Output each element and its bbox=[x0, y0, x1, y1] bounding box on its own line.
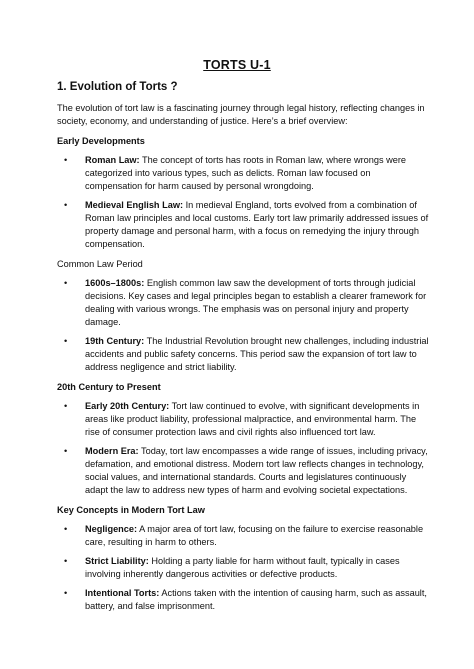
list-item-term: Negligence: bbox=[85, 524, 138, 534]
bullet-list-20th-century bbox=[57, 400, 429, 497]
list-item-text: Actions taken with the intention of causing harm, such as assault, battery, and false imprisonment. bbox=[85, 588, 427, 611]
list-item-text: The Industrial Revolution brought new challenges, including industrial accidents and public safety concerns. This period saw the expansion of tort law to address negligence and strict liability. bbox=[85, 336, 429, 372]
bullet-icon: • bbox=[64, 278, 68, 288]
bullet-list-key-concepts bbox=[57, 523, 429, 613]
intro-paragraph: The evolution of tort law is a fascinating journey through legal history, reflecting changes in society, economy, and understanding of justice. Here’s a brief overview: bbox=[57, 103, 425, 126]
section-heading: 1. Evolution of Torts ? bbox=[57, 81, 178, 93]
subheading-20th-century: 20th Century to Present bbox=[57, 382, 161, 392]
list-item-term: Modern Era: bbox=[85, 446, 139, 456]
list-item-term: Early 20th Century: bbox=[85, 401, 170, 411]
list-item-term: Medieval English Law: bbox=[85, 200, 184, 210]
list-item bbox=[57, 445, 429, 497]
bullet-icon: • bbox=[64, 446, 68, 456]
subheading-early-developments: Early Developments bbox=[57, 136, 145, 146]
bullet-icon: • bbox=[64, 155, 68, 165]
list-item-text: The concept of torts has roots in Roman law, where wrongs were categorized into various types, such as delicts. Roman law focused on compensation for harm caused by personal wrongdoing. bbox=[85, 155, 407, 191]
list-item bbox=[57, 555, 429, 581]
bullet-icon: • bbox=[64, 524, 68, 534]
bullet-icon: • bbox=[64, 200, 68, 210]
bullet-list-early-developments bbox=[57, 154, 429, 251]
list-item-text: A major area of tort law, focusing on the failure to exercise reasonable care, resulting in harm to others. bbox=[85, 524, 424, 547]
list-item-text: Tort law continued to evolve, with significant developments in areas like product liability, professional malpractice, and environmental harm. The rise of consumer protection laws and civil rights also influenced tort law. bbox=[85, 401, 420, 437]
list-item-text: English common law saw the development of torts through judicial decisions. Key cases and legal principles began to establish a clearer framework for dealing with various wrongs. The emphasis was on personal injury and property damage. bbox=[85, 278, 427, 327]
subheading-common-law-period: Common Law Period bbox=[57, 259, 143, 269]
list-item-text: Holding a party liable for harm without fault, typically in cases involving inherently dangerous activities or defective products. bbox=[85, 556, 400, 579]
list-item-term: Strict Liability: bbox=[85, 556, 149, 566]
bullet-icon: • bbox=[64, 401, 68, 411]
list-item-term: Roman Law: bbox=[85, 155, 140, 165]
list-item-text: In medieval England, torts evolved from a combination of Roman law principles and local customs. Early tort law primarily addressed issues of property damage and personal harm, with a focus on remedying the injury through compensation. bbox=[85, 200, 429, 249]
list-item bbox=[57, 587, 429, 613]
document-title: TORTS U-1 bbox=[203, 58, 271, 72]
bullet-list-common-law-period bbox=[57, 277, 429, 374]
list-item bbox=[57, 335, 429, 374]
bullet-icon: • bbox=[64, 588, 68, 598]
list-item-text: Today, tort law encompasses a wide range of issues, including privacy, defamation, and emotional distress. Modern tort law reflects changes in technology, social values, and international standards. Courts and legislatures continuously adapt the law to address new types of harm and evolving societal expectations. bbox=[85, 446, 428, 495]
list-item-term: Intentional Torts: bbox=[85, 588, 160, 598]
document-body bbox=[57, 80, 429, 620]
subheading-key-concepts: Key Concepts in Modern Tort Law bbox=[57, 505, 205, 515]
list-item bbox=[57, 400, 429, 439]
list-item-term: 1600s–1800s: bbox=[85, 278, 145, 288]
list-item bbox=[57, 277, 429, 329]
list-item-term: 19th Century: bbox=[85, 336, 145, 346]
list-item bbox=[57, 523, 429, 549]
list-item bbox=[57, 154, 429, 193]
bullet-icon: • bbox=[64, 556, 68, 566]
list-item bbox=[57, 199, 429, 251]
bullet-icon: • bbox=[64, 336, 68, 346]
